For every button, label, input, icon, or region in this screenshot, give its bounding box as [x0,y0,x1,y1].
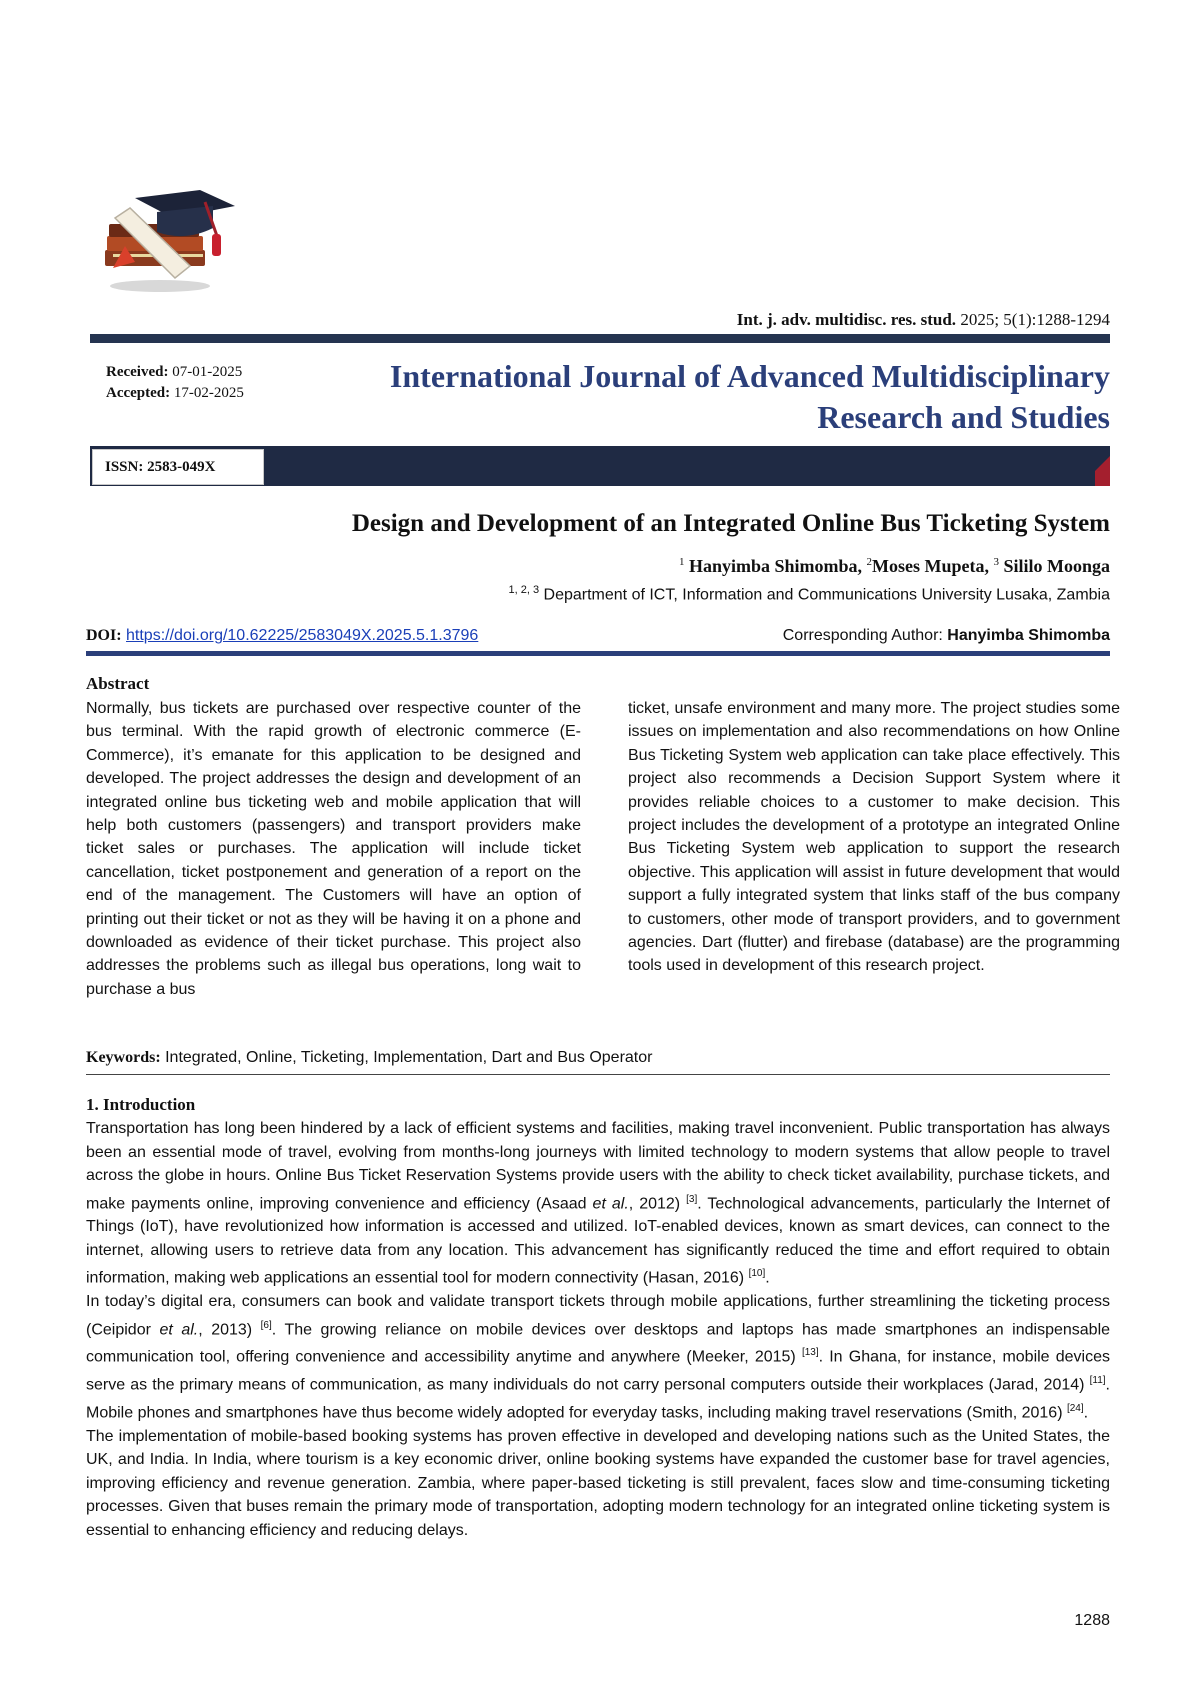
text-run: . Mobile phones and smartphones have thus become widely adopted for everyday tasks, including making travel reservations (Smith, 2016) [86,1376,1110,1422]
journal-logo-icon [95,188,245,298]
citation-ref: [13] [801,1347,819,1359]
submission-dates [106,362,244,404]
author-name: Moses Mupeta, [872,556,989,576]
header-rule [90,334,1110,343]
abstract-heading: Abstract [86,674,150,693]
author-name: Hanyimba Shimomba, [688,556,862,576]
doi [86,627,478,645]
intro-paragraph-2 [86,1290,1110,1425]
citation-details: 2025; 5(1):1288-1294 [960,310,1110,329]
introduction-heading: 1. Introduction [86,1095,196,1114]
introduction-body [86,1117,1110,1542]
citation-ref: [3] [686,1193,698,1205]
keywords-label: Keywords: [86,1049,161,1066]
text-run: . In Ghana, for instance, mobile devices serve as the primary means of communication, as many individuals do not carry personal computers outside their workplaces (Jarad, 2014) [86,1348,1110,1394]
issn-label: ISSN: 2583-049X [92,449,264,485]
author-sup: 3 [993,556,999,568]
accepted-label: Accepted: [106,385,171,401]
author-sup: 2 [866,556,872,568]
author-sup: 1 [678,556,685,568]
text-run: et al. [159,1320,199,1338]
keywords-rule [86,1074,1110,1075]
text-run: et al. [592,1194,629,1212]
text-run: , 2013) [198,1320,261,1338]
journal-title [290,356,1110,438]
citation-ref: [11] [1089,1375,1106,1387]
citation-journal: Int. j. adv. multidisc. res. stud. [736,310,957,329]
keywords [86,1049,652,1067]
affiliation [509,584,1111,604]
paper-title: Design and Development of an Integrated Online Bus Ticketing System [351,510,1110,537]
issn-bar-accent [1095,446,1110,486]
abstract-left-column: Normally, bus tickets are purchased over respective counter of the bus terminal. With the rapid growth of electronic commerce (E-Commerce), it’s emanate for this application to be designed and developed. The project addresses the design and development of an integrated online bus ticketing web and mobile application that will help both customers (passengers) and transport providers make ticket sales or purchases. The application will include ticket cancellation, ticket postponement and generation of a report on the end of the management. The Customers will have an option of printing out their ticket or not as they will be having it on a phone and downloaded as evidence of their ticket purchase. This project also addresses the problems such as illegal bus operations, long wait to purchase a bus [86,700,581,998]
abstract-right-column: ticket, unsafe environment and many more. The project studies some issues on implementation and also recommendations on how Online Bus Ticketing System web application can take place effectively. This project also recommends a Decision Support System where it provides reliable choices to a customer to make decision. This project includes the development of a prototype an integrated Online Bus Ticketing System web application to support the research objective. This application will assist in future development that would support a fully integrated system that links staff of the bus company to customers, other mode of transport providers, and to government agencies. Dart (flutter) and firebase (database) are the programming tools used in development of this research project. [628,700,1120,975]
page-number: 1288 [1074,1612,1110,1629]
citation-ref: [24] [1066,1403,1084,1415]
author-list [679,556,1110,577]
received-label: Received: [106,364,169,380]
keywords-text: Integrated, Online, Ticketing, Implementation, Dart and Bus Operator [165,1049,653,1066]
author-name: Sililo Moonga [1003,556,1110,576]
text-run: In today’s digital era, consumers can book and validate transport tickets through mobile applications, further streamlining the ticketing process (Ceipidor [86,1293,1110,1338]
text-run: . [1083,1404,1089,1422]
corresponding-author [783,627,1110,645]
journal-title-line2: Research and Studies [817,399,1110,435]
text-run: Transportation has long been hindered by a lack of efficient systems and facilities, making travel inconvenient. Public transportation has always been an essential mode of travel, evolving from months-long journeys with limited technology to modern systems that allow people to travel across the globe in hours. Online Bus Ticket Reservation Systems provide users with the ability to check ticket availability, purchase tickets, and make payments online, improving convenience and efficiency (Asaad [86,1120,1110,1212]
accepted-date: 17-02-2025 [173,385,244,401]
affiliation-text: Department of ICT, Information and Communications University Lusaka, Zambia [543,586,1110,604]
text-run: . The growing reliance on mobile devices over desktops and laptops has made smartphones an indispensable communication tool, offering convenience and accessibility anytime and anywhere (Meeker, 2015) [86,1320,1111,1366]
doi-link[interactable]: https://doi.org/10.62225/2583049X.2025.5.1.3796 [126,627,479,644]
affiliation-sup: 1, 2, 3 [508,584,540,596]
citation-ref: [6] [260,1319,272,1331]
text-run: . Technological advancements, particularly the Internet of Things (IoT), have revolutionized how information is accessed and utilized. IoT-enabled devices, known as smart devices, can connect to the internet, allowing users to retrieve data from any location. This advancement has significantly reduced the time and effort required to obtain information, making web applications an essential tool for modern connectivity (Hasan, 2016) [86,1194,1110,1287]
citation-ref: [10] [748,1268,766,1280]
doi-rule [86,651,1110,656]
corresponding-name: Hanyimba Shimomba [947,627,1110,644]
journal-citation [737,310,1110,330]
text-run: , 2012) [628,1194,687,1212]
journal-title-line1: International Journal of Advanced Multidisciplinary [389,358,1110,394]
intro-paragraph-3: The implementation of mobile-based booking systems has proven effective in developed and developing nations such as the United States, the UK, and India. In India, where tourism is a key economic driver, online booking systems have expanded the customer base for travel agencies, improving efficiency and revenue generation. Zambia, where paper-based ticketing is still prevalent, faces slow and time-consuming ticketing processes. Given that buses remain the primary mode of transportation, adopting modern technology for an integrated online ticketing system is essential to enhancing efficiency and reducing delays. [86,1427,1110,1539]
received-date: 07-01-2025 [172,364,243,380]
intro-paragraph-1 [86,1117,1110,1290]
doi-label: DOI: [86,627,122,644]
corresponding-label: Corresponding Author: [782,627,943,644]
text-run: . [765,1269,770,1287]
